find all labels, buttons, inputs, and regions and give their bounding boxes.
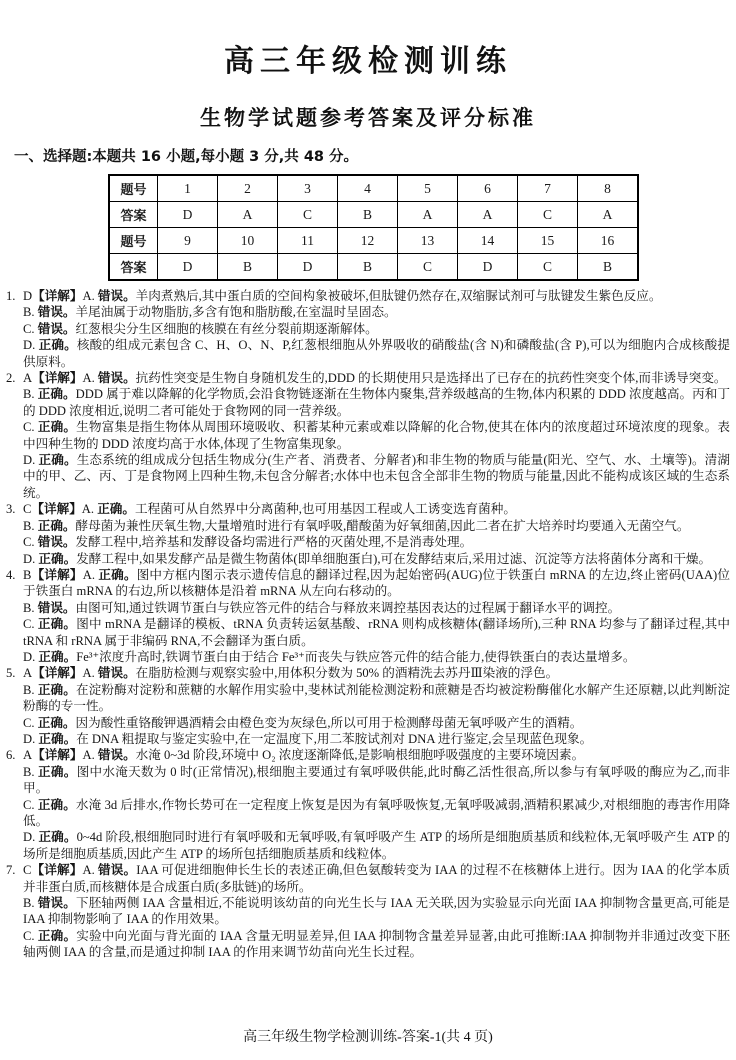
detail-tag: 【详解】	[31, 863, 83, 878]
answer-key-table	[108, 174, 639, 281]
option-verdict: 错误。	[97, 666, 136, 681]
option-verdict: 错误。	[98, 863, 137, 878]
option-prefix: A.	[82, 289, 95, 303]
item-number: 3.	[6, 502, 16, 517]
answer-cell: B	[578, 254, 639, 281]
option-verdict: 错误。	[97, 289, 136, 303]
explanation-part	[23, 304, 730, 320]
explanation-part	[23, 731, 730, 747]
option-verdict: 正确。	[38, 764, 77, 779]
explanation-part	[23, 534, 730, 550]
item-number: 1.	[6, 289, 16, 303]
explanation-part	[23, 715, 730, 731]
item-number: 7.	[6, 863, 16, 878]
question-number-cell: 6	[458, 175, 518, 202]
question-number-cell: 12	[338, 228, 398, 254]
item-answer: C	[23, 502, 32, 517]
answer-cell: B	[338, 202, 398, 228]
explanation-part	[23, 386, 730, 419]
option-text: 因为酸性重铬酸钾遇酒精会由橙色变为灰绿色,所以可用于检测酵母菌无氧呼吸产生的酒精。	[75, 715, 583, 730]
option-prefix: B.	[23, 896, 35, 911]
item-number: 5.	[6, 666, 16, 681]
explanation-part	[23, 337, 730, 370]
option-verdict: 错误。	[97, 371, 136, 386]
option-verdict: 正确。	[38, 551, 77, 566]
item-answer: B	[23, 567, 32, 582]
option-text: 图中 mRNA 是翻译的模板、tRNA 负责转运氨基酸、rRNA 则构成核糖体(翻译场所),三种 RNA 均参与了翻译过程,其中 tRNA 和 rRNA 属于非编码 RNA,不会翻译为蛋白质。	[23, 617, 730, 648]
option-verdict: 正确。	[38, 731, 77, 746]
option-verdict: 正确。	[38, 453, 77, 468]
explanation-item-4	[6, 567, 730, 665]
explanation-item-2	[6, 370, 730, 501]
option-prefix: B.	[23, 387, 35, 402]
question-number-cell: 1	[158, 175, 218, 202]
item-answer: D	[23, 289, 33, 303]
option-text: 羊肉煮熟后,其中蛋白质的空间构象被破坏,但肽键仍然存在,双缩脲试剂可与肽键发生紫色反应。	[135, 289, 662, 303]
option-text: 在淀粉酶对淀粉和蔗糖的水解作用实验中,斐林试剂能检测淀粉和蔗糖是否均被淀粉酶催化水解产生还原糖,以此判断淀粉酶的专一性。	[23, 682, 731, 714]
option-text: 生态系统的组成成分包括生物成分(生产者、消费者、分解者)和非生物的物质与能量(阳光、空气、水、土壤等)。清湖中的甲、乙、丙、丁是食物网上四种生物,未包含分解者;水体中也未包含全部非生物的物质与能量,因此不能构成该区域的生态系统。	[23, 453, 730, 500]
option-text: 红葱根尖分生区细胞的核膜在有丝分裂前期逐渐解体。	[75, 321, 378, 336]
explanation-lead	[6, 747, 730, 763]
option-verdict: 错误。	[37, 600, 76, 615]
row-label: 答案	[109, 254, 158, 281]
explanation-part	[23, 895, 730, 928]
option-verdict: 正确。	[37, 928, 77, 943]
option-prefix: C.	[23, 535, 35, 550]
answer-cell: D	[158, 254, 218, 281]
answer-cell: B	[218, 254, 278, 281]
item-answer: A	[23, 748, 33, 763]
row-label: 答案	[109, 202, 158, 228]
explanation-lead	[6, 370, 730, 386]
option-prefix: A.	[82, 666, 95, 681]
answer-cell: A	[398, 202, 458, 228]
table-row	[109, 202, 638, 228]
question-number-cell: 10	[218, 228, 278, 254]
question-number-cell: 15	[518, 228, 578, 254]
option-verdict: 正确。	[37, 617, 77, 632]
option-text: 由图可知,通过铁调节蛋白与铁应答元件的结合与释放来调控基因表达的过程属于翻译水平的调控。	[75, 600, 621, 615]
question-number-cell: 16	[578, 228, 639, 254]
option-prefix: C.	[23, 420, 35, 435]
explanation-part	[23, 551, 730, 567]
answer-cell: C	[278, 202, 338, 228]
option-prefix: C.	[23, 617, 35, 632]
option-verdict: 正确。	[37, 387, 76, 402]
option-verdict: 正确。	[37, 715, 76, 730]
answer-cell: A	[458, 202, 518, 228]
explanations-list	[6, 288, 730, 961]
option-verdict: 正确。	[38, 649, 77, 664]
explanation-part	[23, 600, 730, 616]
explanation-part	[23, 452, 730, 501]
explanation-lead	[6, 567, 731, 600]
option-prefix: C.	[23, 797, 35, 812]
option-prefix: D.	[23, 453, 36, 468]
option-text: 实验中向光面与背光面的 IAA 含量无明显差异,但 IAA 抑制物含量差异显著,由此可推断:IAA 抑制物并非通过改变下胚轴两侧 IAA 的含量,而是通过抑制 IAA 的作用来调节幼苗向光生长过程。	[23, 928, 731, 960]
row-label: 题号	[109, 228, 158, 254]
option-text: 生物富集是指生物体从周围环境吸收、积蓄某种元素或难以降解的化合物,使其在体内的浓度超过环境浓度的现象。表中四种生物的 DDD 浓度均高于水体,体现了生物富集现象。	[23, 420, 731, 451]
option-text: 水淹 0~3d 阶段,环境中 O₂ 浓度逐渐降低,是影响根细胞呼吸强度的主要环境因素。	[135, 748, 585, 763]
option-verdict: 正确。	[37, 797, 76, 812]
option-prefix: A.	[82, 748, 95, 763]
explanation-part	[23, 616, 730, 649]
explanation-part	[23, 829, 730, 862]
question-number-cell: 11	[278, 228, 338, 254]
option-prefix: B.	[23, 764, 35, 779]
explanation-part	[23, 649, 730, 665]
option-text: 酵母菌为兼性厌氧生物,大量增殖时进行有氧呼吸,醋酸菌为好氧细菌,因此二者在扩大培养时均要通入无菌空气。	[75, 518, 690, 533]
item-number: 4.	[6, 567, 16, 582]
table-row	[109, 254, 638, 281]
table-row	[109, 228, 638, 254]
option-verdict: 正确。	[37, 682, 76, 697]
detail-tag: 【详解】	[32, 371, 83, 386]
option-prefix: B.	[23, 305, 35, 320]
option-prefix: C.	[23, 321, 35, 336]
answer-cell: C	[398, 254, 458, 281]
option-text: 水淹 3d 后排水,作物长势可在一定程度上恢复是因为有氧呼吸恢复,无氧呼吸减弱,酒精积累减少,对根细胞的毒害作用降低。	[23, 797, 731, 828]
detail-tag: 【详解】	[31, 502, 82, 517]
explanation-lead	[6, 665, 730, 681]
item-number: 6.	[6, 748, 16, 763]
item-answer: A	[23, 371, 33, 386]
option-verdict: 正确。	[97, 502, 135, 517]
explanation-item-6	[6, 747, 730, 862]
explanation-item-1	[6, 288, 730, 370]
option-verdict: 正确。	[37, 420, 77, 435]
option-prefix: B.	[23, 600, 35, 615]
explanation-part	[23, 682, 730, 715]
option-text: 在脂肪检测与观察实验中,用体积分数为 50% 的酒精洗去苏丹Ⅲ染液的浮色。	[135, 666, 559, 681]
detail-tag: 【详解】	[32, 289, 83, 303]
answer-cell: B	[338, 254, 398, 281]
option-verdict: 错误。	[37, 896, 76, 911]
explanation-lead	[6, 501, 730, 517]
option-verdict: 错误。	[37, 305, 76, 320]
option-verdict: 正确。	[98, 567, 137, 582]
option-verdict: 正确。	[38, 830, 77, 845]
option-prefix: A.	[82, 567, 95, 582]
explanation-item-5	[6, 665, 730, 747]
option-prefix: A.	[82, 371, 95, 386]
question-number-cell: 9	[158, 228, 218, 254]
question-number-cell: 2	[218, 175, 278, 202]
item-answer: A	[23, 666, 33, 681]
question-number-cell: 7	[518, 175, 578, 202]
explanation-part	[23, 797, 730, 830]
page-footer: 高三年级生物学检测训练-答案-1(共 4 页)	[243, 1030, 493, 1045]
page-title: 高三年级检测训练	[224, 44, 512, 79]
row-label: 题号	[109, 175, 158, 202]
option-prefix: D.	[23, 731, 36, 746]
option-text: 工程菌可从自然界中分离菌种,也可用基因工程或人工诱变选育菌种。	[134, 502, 516, 517]
explanation-part	[23, 518, 730, 534]
explanation-part	[23, 928, 730, 961]
option-verdict: 正确。	[38, 338, 77, 353]
question-number-cell: 3	[278, 175, 338, 202]
answer-cell: D	[458, 254, 518, 281]
table-row	[109, 175, 638, 202]
explanation-lead	[6, 288, 730, 304]
option-text: 图中水淹天数为 0 时(正常情况),根细胞主要通过有氧呼吸供能,此时酶乙活性很高,所以参与有氧呼吸的酶应为乙,而非甲。	[23, 764, 731, 796]
explanation-lead	[6, 862, 731, 895]
explanation-item-7	[6, 862, 730, 960]
option-text: 发酵工程中,如果发酵产品是微生物菌体(即单细胞蛋白),可在发酵结束后,采用过滤、沉淀等方法将菌体分离和干燥。	[76, 551, 712, 566]
option-text: 发酵工程中,培养基和发酵设备均需进行严格的灭菌处理,不是消毒处理。	[75, 535, 473, 550]
explanation-part	[23, 321, 730, 337]
option-text: 0~4d 阶段,根细胞同时进行有氧呼吸和无氧呼吸,有氧呼吸产生 ATP 的场所是细胞质基质和线粒体,无氧呼吸产生 ATP 的场所是细胞质基质,因此产生 ATP 的场所包括细胞质基质和线粒体。	[23, 830, 731, 861]
option-prefix: C.	[23, 715, 35, 730]
page-subtitle: 生物学试题参考答案及评分标准	[200, 106, 536, 130]
detail-tag: 【详解】	[31, 567, 83, 582]
explanation-part	[23, 419, 730, 452]
option-prefix: A.	[82, 863, 95, 878]
option-prefix: C.	[23, 928, 35, 943]
explanation-part	[23, 764, 730, 797]
option-verdict: 错误。	[37, 535, 76, 550]
answer-cell: D	[158, 202, 218, 228]
question-number-cell: 4	[338, 175, 398, 202]
option-text: 图中方框内图示表示遗传信息的翻译过程,因为起始密码(AUG)位于铁蛋白 mRNA 的左边,终止密码(UAA)位于铁蛋白 mRNA 的右边,所以核糖体是沿着 mRNA 从左向右移动的。	[23, 567, 731, 599]
option-prefix: D.	[23, 649, 36, 664]
option-text: Fe³⁺浓度升高时,铁调节蛋白由于结合 Fe³⁺而丧失与铁应答元件的结合能力,使得铁蛋白的表达量增多。	[76, 649, 636, 664]
option-text: 核酸的组成元素包含 C、H、O、N、P,红葱根细胞从外界吸收的硝酸盐(含 N)和磷酸盐(含 P),可以为细胞内合成核酸提供原料。	[23, 338, 730, 369]
question-number-cell: 14	[458, 228, 518, 254]
question-number-cell: 5	[398, 175, 458, 202]
option-text: DDD 属于难以降解的化学物质,会沿食物链逐渐在生物体内聚集,营养级越高的生物,体内积累的 DDD 浓度越高。丙和丁的 DDD 浓度相近,说明二者可能处于食物网的同一营养级。	[23, 387, 730, 418]
option-text: IAA 可促进细胞伸长生长的表述正确,但色氨酸转变为 IAA 的过程不在核糖体上进行。因为 IAA 的化学本质并非蛋白质,而核糖体是合成蛋白质(多肽链)的场所。	[23, 863, 731, 894]
answer-cell: A	[218, 202, 278, 228]
answer-cell: D	[278, 254, 338, 281]
explanation-item-3	[6, 501, 730, 567]
option-text: 在 DNA 粗提取与鉴定实验中,在一定温度下,用二苯胺试剂对 DNA 进行鉴定,会呈现蓝色现象。	[76, 731, 593, 746]
option-text: 羊尾油属于动物脂肪,多含有饱和脂肪酸,在室温时呈固态。	[75, 305, 397, 320]
answer-cell: C	[518, 254, 578, 281]
option-text: 下胚轴两侧 IAA 含量相近,不能说明该幼苗的向光生长与 IAA 无关联,因为实验显示向光面 IAA 抑制物含量更高,可能是 IAA 抑制物影响了 IAA 的作用效果。	[23, 896, 730, 927]
option-verdict: 错误。	[37, 321, 76, 336]
option-prefix: D.	[23, 551, 36, 566]
detail-tag: 【详解】	[32, 748, 83, 763]
option-prefix: B.	[23, 682, 35, 697]
section-heading: 一、选择题:本题共 16 小题,每小题 3 分,共 48 分。	[14, 149, 359, 165]
option-verdict: 错误。	[97, 748, 136, 763]
item-answer: C	[23, 863, 32, 878]
option-prefix: D.	[23, 830, 36, 845]
option-prefix: B.	[23, 518, 35, 533]
answer-cell: C	[518, 202, 578, 228]
option-prefix: D.	[23, 338, 36, 353]
item-number: 2.	[6, 371, 16, 386]
question-number-cell: 8	[578, 175, 639, 202]
question-number-cell: 13	[398, 228, 458, 254]
option-verdict: 正确。	[37, 518, 76, 533]
option-text: 抗药性突变是生物自身随机发生的,DDD 的长期使用只是选择出了已存在的抗药性突变个体,而非诱导突变。	[135, 371, 727, 386]
option-prefix: A.	[81, 502, 95, 517]
answer-cell: A	[578, 202, 639, 228]
detail-tag: 【详解】	[32, 666, 83, 681]
